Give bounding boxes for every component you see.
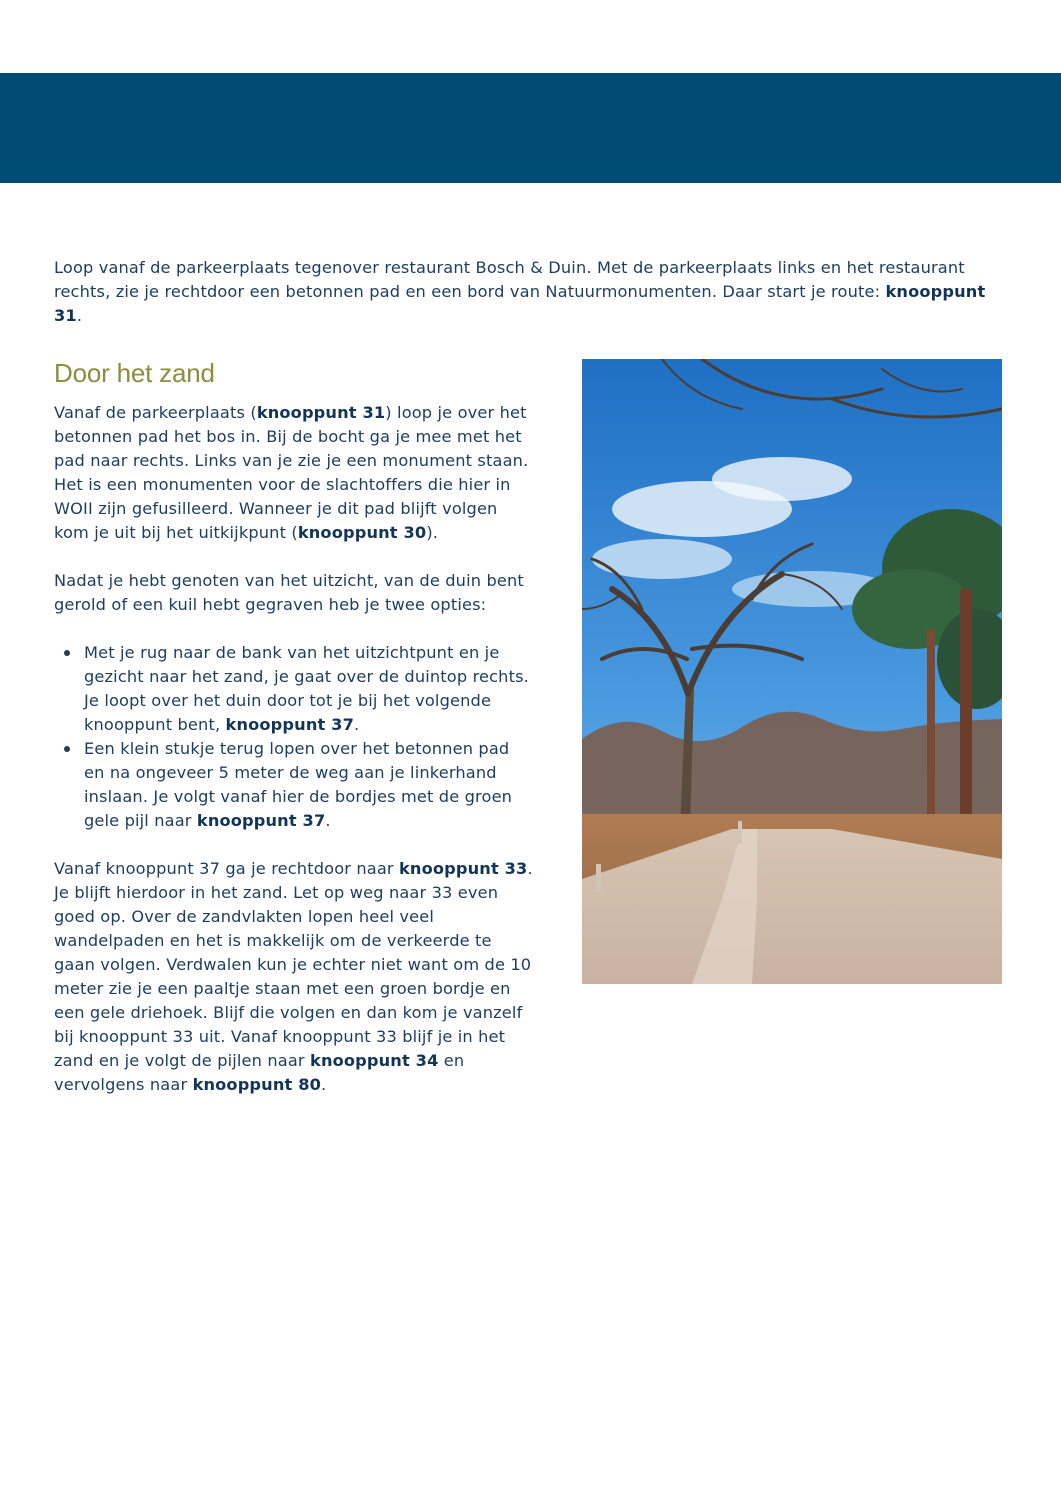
knooppunt-31-label: knooppunt 31 [54,282,986,325]
options-list [54,641,534,833]
list-item: Met je rug naar de bank van het uitzichtpunt en je gezicht naar het zand, je gaat over de duintop rechts. Je loopt over het duin door tot je bij het volgende knooppunt bent, knooppunt 37. [84,641,534,737]
intro-paragraph: Loop vanaf de parkeerplaats tegenover restaurant Bosch & Duin. Met de parkeerplaats links en het restaurant rechts, zie je rechtdoor een betonnen pad en een bord van Natuurmonumenten. Daar start je route: knooppunt 31. [54,258,986,325]
section-body [54,401,534,1097]
header-banner [0,73,1061,183]
paragraph-3: Vanaf knooppunt 37 ga je rechtdoor naar knooppunt 33. Je blijft hierdoor in het zand. Let op weg naar 33 even goed op. Over de zandvlakten lopen heel veel wandelpaden en het is makkelijk om de verkeerde te gaan volgen. Verdwalen kun je echter niet want om de 10 meter zie je een paaltje staan met een groen bordje en een gele driehoek. Blijf die volgen en dan kom je vanzelf bij knooppunt 33 uit. Vanaf knooppunt 33 blijf je in het zand en je volgt de pijlen naar knooppunt 34 en vervolgens naar knooppunt 80. [54,859,533,1094]
forest-path-photo [582,359,1002,984]
section-title: Door het zand [54,358,215,388]
paragraph-2: Nadat je hebt genoten van het uitzicht, van de duin bent gerold of een kuil hebt gegraven heb je twee opties: [54,571,524,614]
list-item: Een klein stukje terug lopen over het betonnen pad en na ongeveer 5 meter de weg aan je linkerhand inslaan. Je volgt vanaf hier de bordjes met de groen gele pijl naar knooppunt 37. [84,737,534,833]
paragraph-1: Vanaf de parkeerplaats (knooppunt 31) loop je over het betonnen pad het bos in. Bij de bocht ga je mee met het pad naar rechts. Links van je zie je een monument staan. Het is een monumenten voor de slachtoffers die hier in WOII zijn gefusilleerd. Wanneer je dit pad blijft volgen kom je uit bij het uitkijkpunt (knooppunt 30). [54,403,529,542]
